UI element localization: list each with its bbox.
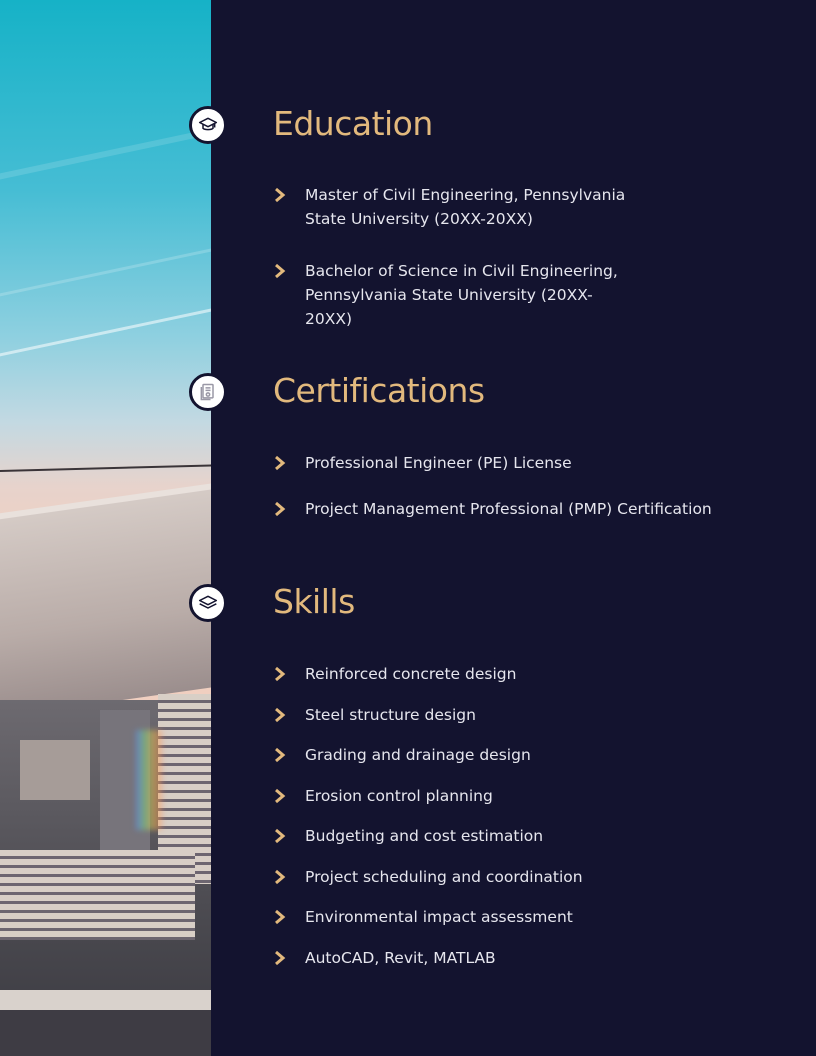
education-list bbox=[273, 183, 633, 359]
chevron-right-icon bbox=[273, 907, 287, 927]
chevron-right-icon bbox=[273, 786, 287, 806]
list-item bbox=[273, 865, 796, 889]
list-item bbox=[273, 183, 633, 231]
chevron-right-icon bbox=[273, 664, 287, 684]
content-panel bbox=[211, 0, 816, 1056]
list-item-text: Professional Engineer (PE) License bbox=[305, 454, 572, 472]
graduation-cap-icon bbox=[189, 106, 227, 144]
certificate-icon bbox=[189, 373, 227, 411]
list-item bbox=[273, 451, 796, 475]
chevron-right-icon bbox=[273, 453, 287, 473]
list-item-text: AutoCAD, Revit, MATLAB bbox=[305, 948, 496, 967]
list-item-text: Steel structure design bbox=[305, 705, 476, 724]
chevron-right-icon bbox=[273, 185, 287, 205]
list-item-text: Reinforced concrete design bbox=[305, 665, 517, 683]
list-item-text: Budgeting and cost estimation bbox=[305, 827, 544, 845]
layers-icon bbox=[189, 584, 227, 622]
list-item bbox=[273, 905, 796, 929]
list-item bbox=[273, 784, 796, 808]
list-item-text: Project Management Professional (PMP) Certification bbox=[305, 500, 712, 518]
certifications-title: Certifications bbox=[273, 371, 485, 410]
chevron-right-icon bbox=[273, 867, 287, 887]
list-item-text: Erosion control planning bbox=[305, 786, 493, 805]
chevron-right-icon bbox=[273, 826, 287, 846]
certifications-list bbox=[273, 451, 796, 543]
skills-list bbox=[273, 662, 796, 986]
list-item bbox=[273, 743, 796, 767]
list-item-text: Bachelor of Science in Civil Engineering, Pennsylvania State University (20XX-20XX) bbox=[305, 262, 618, 328]
chevron-right-icon bbox=[273, 261, 287, 281]
list-item-text: Master of Civil Engineering, Pennsylvania State University (20XX-20XX) bbox=[305, 186, 626, 228]
chevron-right-icon bbox=[273, 705, 287, 725]
list-item bbox=[273, 259, 633, 331]
education-title: Education bbox=[273, 104, 433, 143]
list-item bbox=[273, 946, 796, 970]
chevron-right-icon bbox=[273, 499, 287, 519]
skills-title: Skills bbox=[273, 582, 355, 621]
list-item bbox=[273, 662, 796, 686]
list-item bbox=[273, 824, 796, 848]
chevron-right-icon bbox=[273, 745, 287, 765]
list-item-text: Project scheduling and coordination bbox=[305, 867, 583, 886]
chevron-right-icon bbox=[273, 948, 287, 968]
list-item bbox=[273, 497, 796, 521]
list-item-text: Grading and drainage design bbox=[305, 746, 531, 764]
list-item-text: Environmental impact assessment bbox=[305, 908, 573, 926]
city-skyline-photo bbox=[0, 0, 211, 1056]
list-item bbox=[273, 703, 796, 727]
